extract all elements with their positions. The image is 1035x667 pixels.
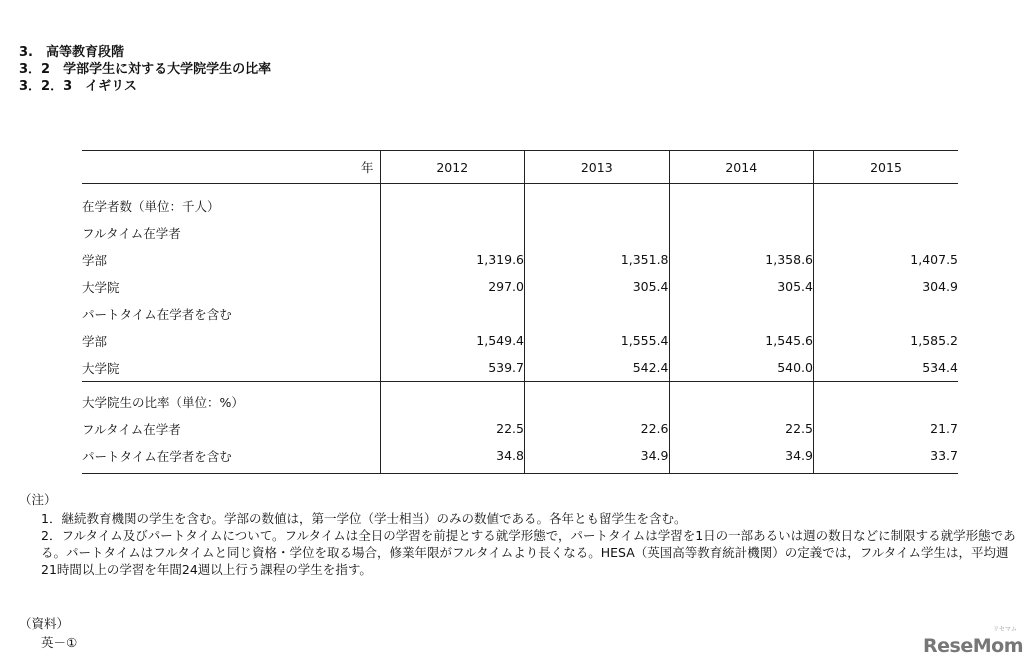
cell-value: 22.5 [380, 415, 525, 442]
cell-value: 22.5 [669, 415, 814, 442]
row-label: 大学院 [82, 354, 380, 382]
table-row [82, 415, 958, 442]
row-label: 大学院生の比率（単位：%） [82, 382, 380, 416]
notes-section [19, 491, 1019, 578]
cell-value: 34.9 [669, 442, 814, 474]
cell-value: 34.8 [380, 442, 525, 474]
table-row [82, 442, 958, 474]
cell-value: 1,407.5 [910, 252, 958, 267]
cell-value: 305.4 [669, 273, 814, 300]
year-header: 2013 [525, 151, 670, 184]
statistics-table [82, 150, 958, 474]
row-label: フルタイム在学者 [82, 219, 380, 246]
notes-title: （注） [19, 492, 57, 507]
cell-value [380, 382, 525, 416]
source-title: （資料） [19, 616, 70, 631]
cell-value: 1,351.8 [525, 246, 670, 273]
cell-value [669, 219, 814, 246]
table-header-row [82, 151, 958, 184]
year-header: 2012 [380, 151, 525, 184]
cell-value: 539.7 [380, 354, 525, 382]
cell-value: 297.0 [380, 273, 525, 300]
cell-value [814, 382, 959, 416]
row-label: パートタイム在学者を含む [82, 442, 380, 474]
cell-value: 1,585.2 [910, 333, 958, 348]
cell-value [814, 300, 959, 327]
cell-value [814, 184, 959, 220]
year-header: 2015 [814, 151, 959, 184]
cell-value: 540.0 [669, 354, 814, 382]
note-item: 2．フルタイム及びパートタイムについて。フルタイムは全日の学習を前提とする就学形態で，パートタイムは学習を1日の一部あるいは週の数日などに制限する就学形態である。パートタイムはフルタイムと同じ資格・学位を取る場合，修業年限がフルタイムより長くなる。HESA（英国高等教育統計機関）の定義では，フルタイム学生は，平均週21時間以上の学習を年間24週以上行う課程の学生を指す。 [41, 528, 1016, 577]
row-label: 大学院 [82, 273, 380, 300]
cell-value [525, 300, 670, 327]
cell-value [525, 184, 670, 220]
cell-value: 1,545.6 [669, 327, 814, 354]
row-label: パートタイム在学者を含む [82, 300, 380, 327]
cell-value: 305.4 [525, 273, 670, 300]
cell-value [669, 184, 814, 220]
cell-value: 1,555.4 [525, 327, 670, 354]
cell-value [669, 300, 814, 327]
cell-value: 34.9 [525, 442, 670, 474]
table-row [82, 219, 958, 246]
cell-value: 22.6 [525, 415, 670, 442]
row-label: 在学者数（単位：千人） [82, 184, 380, 220]
cell-value: 33.7 [814, 442, 959, 474]
brand-logo: ReseMom [923, 635, 1023, 657]
row-label: 学部 [82, 246, 380, 273]
heading-block [19, 44, 271, 95]
country-heading: 3．2．3 イギリス [19, 79, 137, 94]
cell-value [380, 300, 525, 327]
source-section [19, 614, 77, 652]
cell-value: 304.9 [922, 279, 958, 294]
cell-value: 1,549.4 [380, 327, 525, 354]
subsection-heading: 3．2 学部学生に対する大学院学生の比率 [19, 62, 272, 77]
cell-value: 542.4 [525, 354, 670, 382]
year-unit-label: 年 [82, 151, 380, 184]
section-heading: 3. 高等教育段階 [19, 45, 124, 60]
cell-value [525, 382, 670, 416]
table-row [82, 246, 958, 273]
cell-value: 21.7 [930, 421, 958, 436]
cell-value: 534.4 [922, 360, 958, 375]
year-header: 2014 [669, 151, 814, 184]
table-row [82, 327, 958, 354]
cell-value [380, 184, 525, 220]
cell-value: 1,319.6 [380, 246, 525, 273]
brand-logo-subtext: リセマム [993, 626, 1017, 633]
table-row [82, 354, 958, 382]
table-row [82, 300, 958, 327]
cell-value [814, 219, 959, 246]
source-item: 英－① [41, 635, 78, 650]
table-row [82, 273, 958, 300]
cell-value [380, 219, 525, 246]
row-label: 学部 [82, 327, 380, 354]
cell-value [525, 219, 670, 246]
table-row [82, 184, 958, 220]
cell-value [669, 382, 814, 416]
note-item: 1．継続教育機関の学生を含む。学部の数値は，第一学位（学士相当）のみの数値である。各年とも留学生を含む。 [41, 511, 687, 526]
table-row [82, 382, 958, 416]
row-label: フルタイム在学者 [82, 415, 380, 442]
cell-value: 1,358.6 [669, 246, 814, 273]
